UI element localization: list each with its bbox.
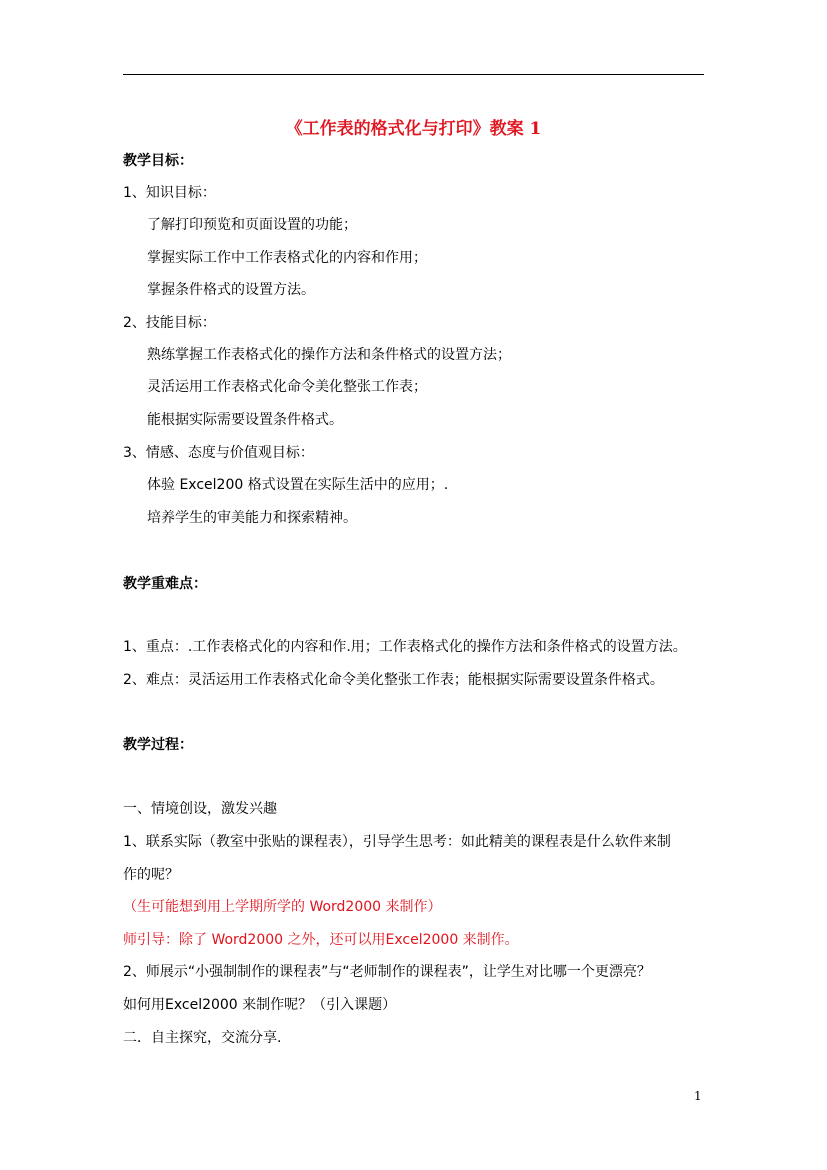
document-title: 《工作表的格式化与打印》教案 1 xyxy=(285,119,542,139)
header-rule xyxy=(123,74,704,75)
paragraph-line: 2、师展示“小强制制作的课程表”与“老师制作的课程表”，让学生对比哪一个更漂亮？ xyxy=(123,964,651,980)
red-note: （生可能想到用上学期所学的 Word2000 来制作） xyxy=(123,899,442,915)
skills-item: 能根据实际需要设置条件格式。 xyxy=(147,412,343,428)
skills-item: 灵活运用工作表格式化命令美化整张工作表； xyxy=(147,379,427,395)
paragraph-line: 1、联系实际（教室中张贴的课程表），引导学生思考：如此精美的课程表是什么软件来制 xyxy=(123,834,671,850)
knowledge-item: 了解打印预览和页面设置的功能； xyxy=(147,217,357,233)
process-heading: 教学过程： xyxy=(123,737,193,753)
key-point-item: 2、难点：灵活运用工作表格式化命令美化整张工作表；能根据实际需要设置条件格式。 xyxy=(123,672,664,688)
knowledge-item: 掌握条件格式的设置方法。 xyxy=(147,282,315,298)
page-number: 1 xyxy=(694,1089,702,1103)
paragraph-line: 作的呢？ xyxy=(123,867,179,883)
section-heading: 一、情境创设，激发兴趣 xyxy=(123,801,277,817)
skills-heading: 2、技能目标： xyxy=(123,315,216,331)
emotion-item: 培养学生的审美能力和探索精神。 xyxy=(147,510,357,526)
red-note: 师引导：除了 Word2000 之外，还可以用Excel2000 来制作。 xyxy=(123,932,519,948)
key-point-item: 1、重点：.工作表格式化的内容和作.用；工作表格式化的操作方法和条件格式的设置方法。 xyxy=(123,639,687,655)
paragraph-line: 如何用Excel2000 来制作呢？（引入课题） xyxy=(123,997,397,1013)
section-heading: 二．自主探究，交流分享. xyxy=(123,1030,282,1046)
objectives-heading: 教学目标： xyxy=(123,153,193,169)
knowledge-item: 掌握实际工作中工作表格式化的内容和作用； xyxy=(147,250,427,266)
knowledge-heading: 1、知识目标： xyxy=(123,185,216,201)
skills-item: 熟练掌握工作表格式化的操作方法和条件格式的设置方法； xyxy=(147,347,511,363)
emotion-item: 体验 Excel200 格式设置在实际生活中的应用；. xyxy=(147,477,449,493)
key-points-heading: 教学重难点： xyxy=(123,576,207,592)
emotion-heading: 3、情感、态度与价值观目标： xyxy=(123,445,314,461)
